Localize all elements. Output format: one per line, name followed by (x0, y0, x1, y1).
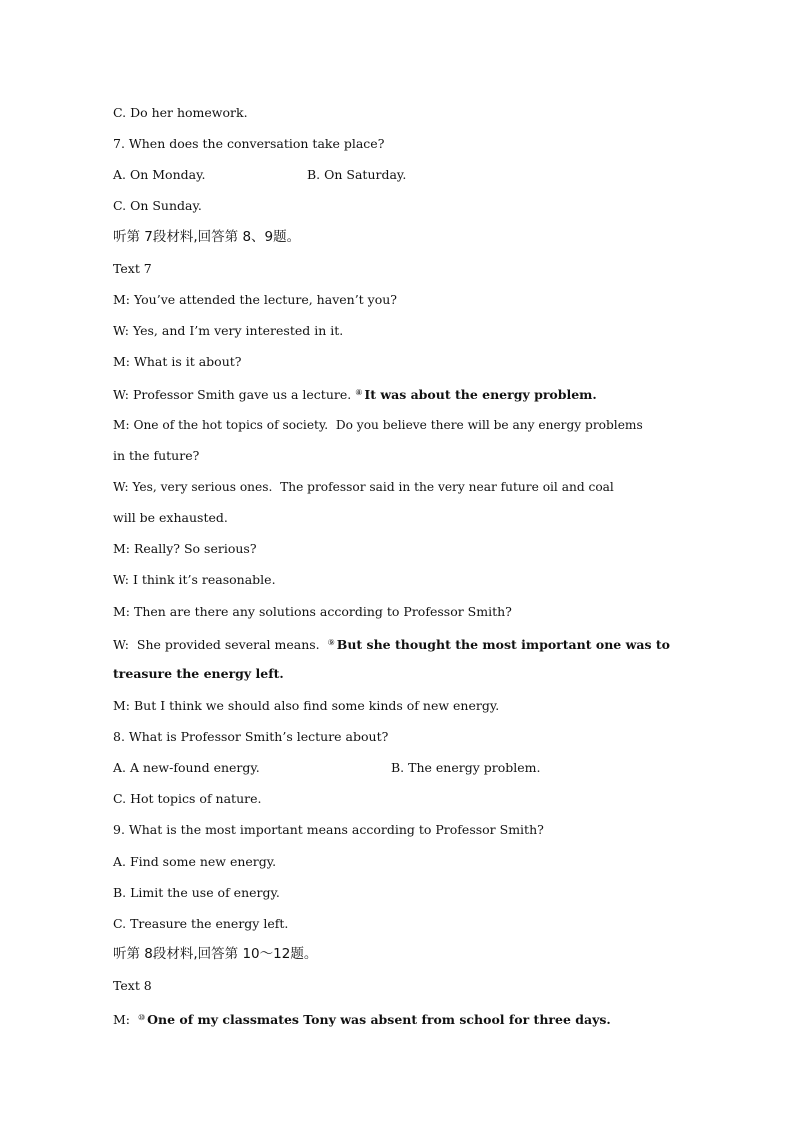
question-8-option-a: A. A new-found energy. (113, 760, 260, 775)
dialogue-text: W: Professor Smith gave us a lecture. (113, 387, 356, 402)
dialogue-line: W: Yes, and I’m very interested in it. (113, 323, 344, 338)
option-c-homework: C. Do her homework. (113, 105, 248, 120)
dialogue-line (113, 385, 597, 403)
highlighted-answer: But she thought the most important one was to (336, 637, 670, 652)
question-9-option-c: C. Treasure the energy left. (113, 916, 289, 931)
dialogue-text: M: (113, 1012, 138, 1027)
question-9-option-b: B. Limit the use of energy. (113, 885, 280, 900)
question-8-option-b: B. The energy problem. (391, 760, 541, 775)
question-7: 7. When does the conversation take place? (113, 136, 385, 151)
dialogue-line (113, 635, 670, 653)
question-7-option-b: B. On Saturday. (307, 167, 407, 182)
dialogue-line: M: But I think we should also find some kinds of new energy. (113, 698, 500, 713)
question-8: 8. What is Professor Smith’s lecture about? (113, 729, 389, 744)
text-7-heading: Text 7 (113, 261, 152, 276)
question-9: 9. What is the most important means according to Professor Smith? (113, 822, 544, 837)
dialogue-line: W: Yes, very serious ones. The professor said in the very near future oil and coal (113, 480, 614, 494)
dialogue-line: M: You’ve attended the lecture, haven’t you? (113, 292, 398, 307)
note-marker-9: ⑨ (327, 638, 335, 647)
note-marker-10: ⑩ (137, 1013, 146, 1022)
text-8-heading: Text 8 (113, 978, 152, 993)
question-7-option-c: C. On Sunday. (113, 198, 202, 213)
question-7-option-a: A. On Monday. (113, 167, 206, 182)
dialogue-line-continued: in the future? (113, 448, 200, 463)
dialogue-line: M: Then are there any solutions according to Professor Smith? (113, 604, 512, 619)
dialogue-line: M: One of the hot topics of society. Do you believe there will be any energy problems (113, 418, 643, 432)
dialogue-line-continued: will be exhausted. (113, 510, 228, 525)
section-instruction-7: 听第 7段材料,回答第 8、9题。 (113, 229, 301, 245)
dialogue-line: M: Really? So serious? (113, 541, 257, 556)
section-instruction-8: 听第 8段材料,回答第 10～12题。 (113, 946, 318, 962)
note-marker-8: ⑧ (355, 388, 363, 397)
highlighted-answer: It was about the energy problem. (364, 387, 597, 402)
highlighted-answer-continued: treasure the energy left. (113, 666, 284, 681)
dialogue-text: W: She provided several means. (113, 637, 328, 652)
question-9-option-a: A. Find some new energy. (113, 854, 277, 869)
dialogue-line: M: What is it about? (113, 354, 242, 369)
dialogue-line (113, 1010, 611, 1028)
question-8-option-c: C. Hot topics of nature. (113, 791, 262, 806)
highlighted-answer: One of my classmates Tony was absent from school for three days. (147, 1012, 611, 1027)
dialogue-line: W: I think it’s reasonable. (113, 572, 276, 587)
